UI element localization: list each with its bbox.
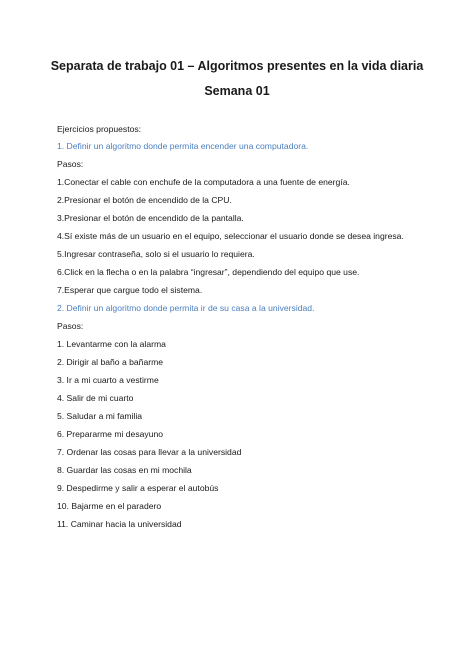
exercise-1-steps-label: Pasos: (57, 159, 84, 169)
exercise-1-step: 3.Presionar el botón de encendido de la pantalla. (57, 213, 244, 223)
exercise-2-heading: 2. Definir un algoritmo donde permita ir de su casa a la universidad. (57, 303, 315, 313)
exercise-1-step: 2.Presionar el botón de encendido de la CPU. (57, 195, 232, 205)
exercise-1-step: 7.Esperar que cargue todo el sistema. (57, 285, 203, 295)
exercise-1-step: 1.Conectar el cable con enchufe de la computadora a una fuente de energía. (57, 177, 350, 187)
exercise-2-step: 5. Saludar a mi familia (57, 411, 143, 421)
exercise-2-step: 6. Prepararme mi desayuno (57, 429, 164, 439)
exercise-2-step: 3. Ir a mi cuarto a vestirme (57, 375, 159, 385)
document-subtitle: Semana 01 (204, 84, 270, 98)
exercise-1-step: 5.Ingresar contraseña, solo si el usuario lo requiera. (57, 249, 255, 259)
exercise-2-step: 9. Despedirme y salir a esperar el autobús (57, 483, 219, 493)
exercise-2-step: 7. Ordenar las cosas para llevar a la universidad (57, 447, 242, 457)
exercise-2-step: 8. Guardar las cosas en mi mochila (57, 465, 192, 475)
exercise-1-step: 6.Click en la flecha o en la palabra “ingresar”, dependiendo del equipo que use. (57, 267, 360, 277)
exercise-2-step: 11. Caminar hacia la universidad (57, 519, 182, 529)
exercise-1-heading: 1. Definir un algoritmo donde permita encender una computadora. (57, 141, 309, 151)
exercise-2-step: 2. Dirigir al baño a bañarme (57, 357, 164, 367)
exercise-2-step: 4. Salir de mi cuarto (57, 393, 134, 403)
section-heading: Ejercicios propuestos: (57, 124, 142, 134)
exercise-2-step: 10. Bajarme en el paradero (57, 501, 162, 511)
exercise-2-steps-label: Pasos: (57, 321, 84, 331)
document-title: Separata de trabajo 01 – Algoritmos presentes en la vida diaria (50, 59, 424, 73)
exercise-2-step: 1. Levantarme con la alarma (57, 339, 166, 349)
exercise-1-step: 4.Sí existe más de un usuario en el equipo, seleccionar el usuario donde se desea ingresa. (57, 231, 404, 241)
